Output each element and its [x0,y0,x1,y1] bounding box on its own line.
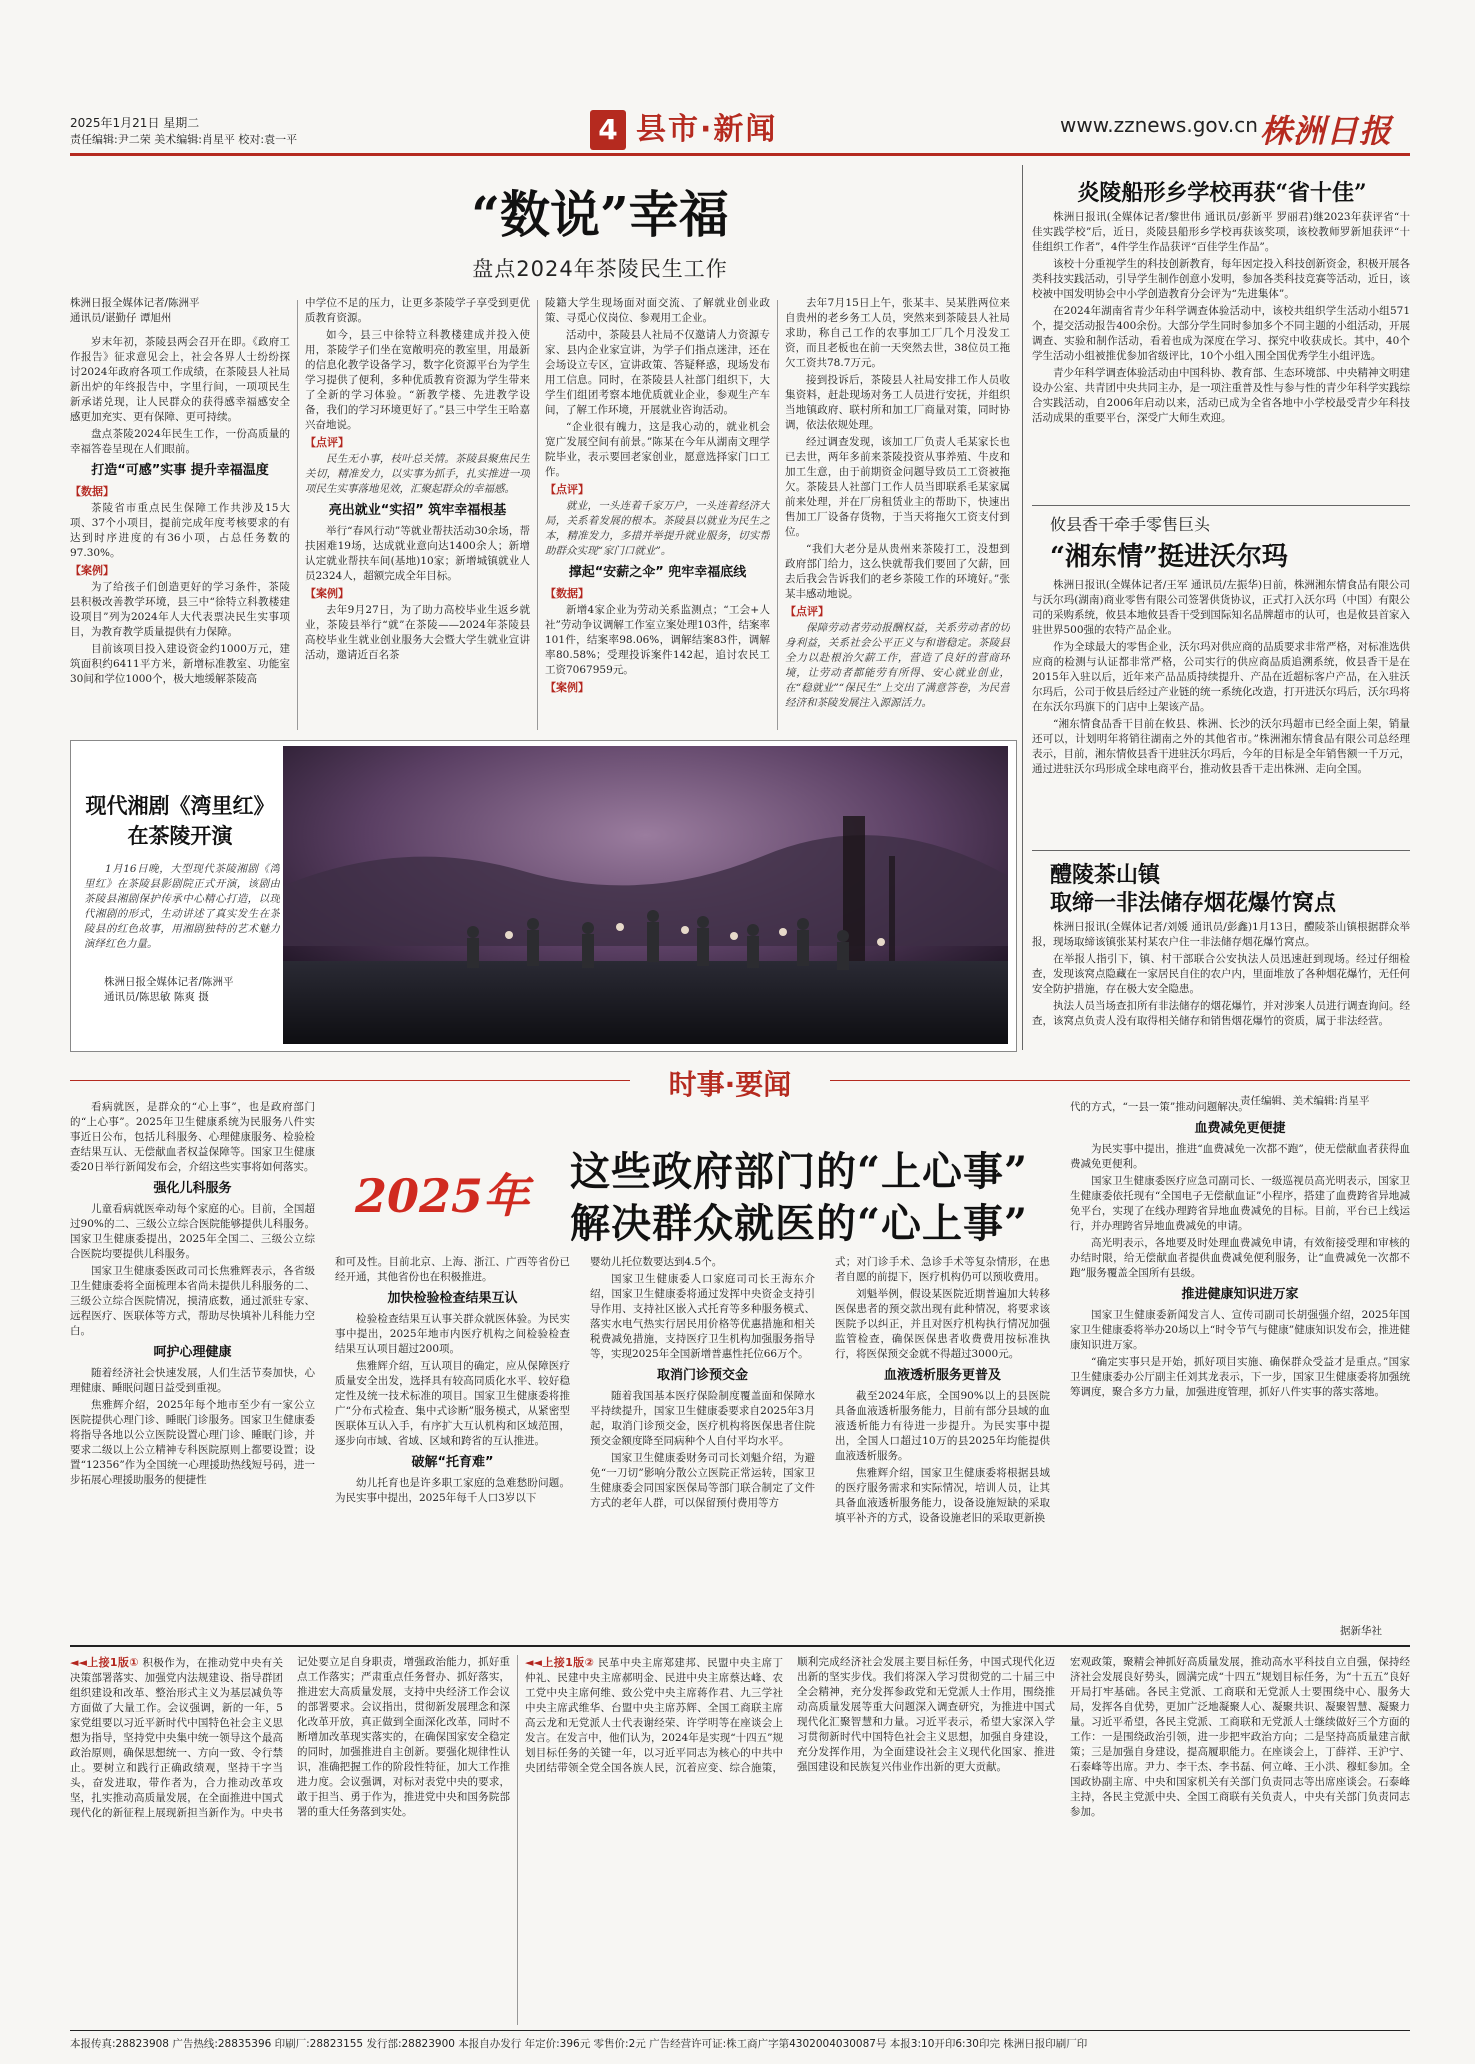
lead-comment: 就业，一头连着千家万户，一头连着经济大局，关系着发展的根本。茶陵县以就业为民生之本，精准发力，多措并举提升就业服务，切实帮助群众实现“家门口就业”。 [545,500,770,557]
lead-comment: 民生无小事，枝叶总关情。茶陵县聚焦民生关切，精准发力，以实事为抓手，扎实推进一项项民生实事落地见效，汇聚起群众的幸福感。 [305,453,530,495]
right-para: 株洲日报讯(全媒体记者/王军 通讯员/左振华)日前，株洲湘东情食品有限公司与沃尔玛(湖南)商业零售有限公司签署供货协议，正式打入沃尔玛（中国）有限公司的采购系统，攸县本地攸县香干受到国际知名品牌超市的认可，也是攸县首家入驻世界500强的农特产品企业。 [1032,579,1410,636]
lead-para: 陵籍大学生现场面对面交流、了解就业创业政策、寻觅心仪岗位、参观用工企业。 [545,297,770,324]
lead-para: “我们大老分是从贵州来茶陵打工，没想到政府部门给力，这么快就帮我们要回了欠薪，回去后我会告诉我们的老乡茶陵工作的环境好。”张某丰感动地说。 [785,543,1010,600]
health-para: 为民实事中提出，推进“血费减免一次都不跑”，使无偿献血者获得血费减免更便利。 [1070,1143,1410,1170]
lead-para: 中学位不足的压力，让更多茶陵学子享受到更优质教育资源。 [305,297,530,324]
column-rule [537,300,538,730]
bottom-section-rule [70,1645,1410,1647]
page-editors: 责任编辑:尹二荣 美术编辑:肖星平 校对:袁一平 [70,133,298,146]
continuation-right [1070,1655,1410,2025]
health-para: 国家卫生健康委医政司司长焦雅辉表示，各省级卫生健康委将全面梳理本省尚未提供儿科服务的二、三级公立综合医院情况，摸清底数，通过派驻专家、远程医疗、医联体等方式，帮助尽快填补儿科能力空白。 [70,1265,315,1337]
health-column-5 [1070,1100,1410,1620]
health-para: 儿童看病就医牵动每个家庭的心。目前，全国超过90%的二、三级公立综合医院能够提供儿科服务。国家卫生健康委提出，2025年全国二、三级公立综合医院均要提供儿科服务。 [70,1203,315,1260]
column-rule [517,1655,518,2025]
right-para: “湘东情食品香干目前在攸县、株洲、长沙的沃尔玛超市已经全面上架，销量还可以，计划明年将销往湖南之外的其他省市。”株洲湘东情食品有限公司总经理表示，目前，湘东情攸县香干进驻沃尔玛后，今年的目标是全年销售额一千万元，通过进驻沃尔玛形成全球电商平台，推动攸县香干走出株洲、走向全国。 [1032,718,1410,775]
photo-caption: 1月16日晚，大型现代茶陵湘剧《湾里红》在茶陵县影剧院正式开演，该剧由茶陵县湘剧保护传承中心精心打造，以现代湘剧的形式，生动讲述了真实发生在茶陵县的红色故事，用湘剧独特的艺术魅力演绎红色力量。 [84,863,280,950]
lead-para: 岁末年初，茶陵县两会召开在即。《政府工作报告》征求意见会上，社会各界人士纷纷探讨2024年政府各项工作成绩，在茶陵县人社局新出炉的年终报告中，字里行间，一项项民生新承诺兑现，让人民群众的获得感幸福感安全感更加充实、更有保障、更可持续。 [70,336,290,423]
news-banner-rule-right [830,1080,1410,1081]
health-para: 焦雅辉介绍，国家卫生健康委将根据县域的医疗服务需求和实际情况，培训人员，让其具备血液透析服务能力，设备设施短缺的采取填平补齐的方式，设备设施老旧的采取更新换 [835,1467,1050,1524]
lead-subhead-1: 打造“可感”实事 提升幸福温度 [91,463,269,478]
right-article-3-title-1: 醴陵茶山镇 [1050,862,1161,888]
health-para: 国家卫生健康委新闻发言人、宣传司副司长胡强强介绍，2025年国家卫生健康委将举办20场以上“时令节气与健康”健康知识发布会，推进健康知识进万家。 [1070,1309,1410,1351]
right-para: 在2024年湖南省青少年科学调查体验活动中，该校共组织学生活动小组571个，提交活动报告400余份。大部分学生同时参加多个不同主题的小组活动，开展调查、实验和制作活动，看着也成为深度在学习、探究中收获成长。其中，40个学生活动小组被推优参加省级评比，10个小组入围全国优秀学生小组评选。 [1032,305,1410,362]
lead-para: 盘点茶陵2024年民生工作，一份高质量的幸福答卷呈现在人们眼前。 [70,428,290,455]
right-para: 在举报人指引下，镇、村干部联合公安执法人员迅速赶到现场。经过仔细检查，发现该窝点隐藏在一家居民自住的农户内，里面堆放了各种烟花爆竹，无任何安全防护措施，存在极大安全隐患。 [1032,953,1410,995]
lead-para: “企业很有魄力，这是我心动的，就业机会宽广发展空间有前景。”陈某在今年从湖南文理学院毕业，表示要回老家创业，愿意选择家门口工作。 [545,421,770,478]
right-article-1-title: 炎陵船形乡学校再获“省十佳” [1077,180,1367,206]
masthead-rule [70,153,1410,156]
health-para: 随着我国基本医疗保险制度覆盖面和保障水平持续提升，国家卫生健康委要求自2025年3月起，取消门诊预交金，医疗机构将医保患者住院预交金额度降至同病种个人自付平均水平。 [590,1390,815,1447]
health-para: 式；对门诊手术、急诊手术等复杂情形，在患者自愿的前提下，医疗机构仍可以预收费用。 [835,1256,1050,1283]
right-para: 该校十分重视学生的科技创新教育，每年因定投入科技创新资金，积极开展各类科技实践活动，引导学生制作创意小发明，参加各类科技竞赛等活动，近日，该校被中国发明协会中小学创造教育分会评为“先进集体”。 [1032,258,1410,300]
health-headline-2: 解决群众就医的“心上事” [570,1200,1029,1247]
comment-tag: 【点评】 [305,436,349,449]
right-column-rule [1022,165,1023,1050]
comment-tag: 【点评】 [785,605,829,618]
section-name: 县市·新闻 [636,112,778,147]
lead-para: 经过调查发现，该加工厂负责人毛某家长也已去世，两年多前来茶陵投资从事养殖、牛皮和加工生意，由于前期资金问题导致员工工资被拖欠。茶陵县人社部门工作人员当即联系毛某家属前来处理，并在厂房租赁业主的帮助下，快速出售加工厂设备存货物，于当天将拖欠工资支付到位。 [785,436,1010,538]
right-article-1-body [1032,210,1410,500]
continuation-left [70,1655,510,2025]
continuation-middle [525,1655,1055,2025]
data-tag: 【数据】 [545,587,589,600]
lead-para: 如今，县三中徐特立科教楼建成并投入使用，茶陵学子们坐在宽敞明亮的教室里，用最新的信息化教学设备学习，数字化资源平台为学生学习提供了便利，多种优质教育资源为学生带来了全新的学习体验。“新教学楼、先进教学设备，我们的学习环境更好了。”县三中学生王哈嘉兴奋地说。 [305,329,530,431]
health-para: 婴幼儿托位数要达到4.5个。 [590,1256,723,1268]
section-divider [1032,850,1410,851]
lead-comment: 保障劳动者劳动报酬权益，关系劳动者的切身利益，关系社会公平正义与和谐稳定。茶陵县全力以赴根治欠薪工作，营造了良好的营商环境，让劳动者都能劳有所得、安心就业创业，在“稳就业”“保民生”上交出了满意答卷，为民营经济和茶陵发展注入源源活力。 [785,622,1010,709]
health-para: 焦雅辉介绍，2025年每个地市至少有一家公立医院提供心理门诊、睡眠门诊服务。国家卫生健康委将指导各地以公立医院设置心理门诊、睡眠门诊，并要求二级以上公立精神专科医院原则上都要设置；设置“12356”作为全国统一心理援助热线短号码，进一步拓展心理援助服务的便捷性 [70,1399,315,1486]
continuation-text: 宏观政策，聚精会神抓好高质量发展，推动高水平科技自立自强，保持经济社会发展良好势头，圆满完成“十四五”规划目标任务，为“十五五”良好开局打牢基础。各民主党派、工商联和无党派人士要围绕中心、服务大局，发挥各自优势，更加广泛地凝聚人心、凝聚共识、凝聚智慧、凝聚力量。习近平希望，各民主党派、工商联和无党派人士继续做好三个方面的工作：一是围绕政治引领，进一步把牢政治方向；二是坚持高质量建言献策；三是加强自身建设，提高履职能力。在座谈会上，丁薛祥、王沪宁、石泰峰等出席。尹力、李干杰、李书磊、何立峰、王小洪、穆虹参加。全国政协副主席、中央和国家机关有关部门负责同志等出席座谈会。石泰峰主持，各民主党派中央、全国工商联有关负责人，中央有关部门负责同志参加。 [1070,1656,1410,1818]
health-year-mark: 2025年 [355,1169,530,1223]
health-column-2 [335,1255,570,1635]
lead-para: 接到投诉后，茶陵县人社局安排工作人员收集资料，赶赴现场对务工人员进行安抚，并组织当地镇政府、联村所和加工厂商量对策，同时协调，依法依规处理。 [785,374,1010,431]
lead-column-2 [305,296,530,736]
data-tag: 【数据】 [70,485,114,498]
lead-para: 目前该项目投入建设资金约1000万元，建筑面积约6411平方米，新增标准教室、功能室30间和学位1000个，极大地缓解茶陵高 [70,643,290,685]
stage-photo-svg [283,746,1008,1044]
lead-subheadline: 盘点2024年茶陵民生工作 [472,257,728,281]
health-subhead-1: 强化儿科服务 [153,1181,232,1196]
health-para: 高光明表示，各地要及时处理血费减免申请，有效衔接受理和审核的办结时限，给无偿献血者提供血费减免便利服务，让“血费减免一次都不跑”服务覆盖全国所有县级。 [1070,1237,1410,1279]
photo-credit: 株洲日报全媒体记者/陈洲平 通讯员/陈思敏 陈爽 摄 [104,976,234,1003]
right-article-2-title: “湘东情”挺进沃尔玛 [1050,542,1288,572]
news-banner-rule-left [70,1080,630,1081]
health-para: 随着经济社会快速发展，人们生活节奏加快，心理健康、睡眠问题日益受到重视。 [70,1367,315,1394]
lead-para: 去年9月27日，为了助力高校毕业生返乡就业，茶陵县举行“就”在茶陵——2024年茶陵县高校毕业生就业创业服务大会暨大学生就业宣讲活动，邀请近百名茶 [305,604,530,661]
comment-tag: 【点评】 [545,483,589,496]
page-number: 4 [598,113,618,146]
case-tag: 【案例】 [545,681,589,694]
health-para: 看病就医，是群众的“心上事”，也是政府部门的“上心事”。2025年卫生健康系统为民服务八件实事近日公布，包括儿科服务、心理健康服务、检验检查结果互认、无偿献血者权益保障等。国家卫生健康委20日举行新闻发布会，介绍这些实事将如何落实。 [70,1101,315,1173]
health-para: 截至2024年底，全国90%以上的县医院具备血液透析服务能力，目前有部分县域的血液透析能力有待进一步提升。为民实事中提出，全国人口超过10万的县2025年均能提供血液透析服务。 [835,1390,1050,1462]
issue-date: 2025年1月21日 星期二 [70,116,200,130]
case-tag: 【案例】 [70,564,114,577]
health-para: 国家卫生健康委人口家庭司司长王海东介绍，国家卫生健康委将通过发挥中央资金支持引导作用、支持社区嵌入式托育等多种服务模式、落实水电气热实行居民用价格等优惠措施和相关税费减免措施，支持医疗卫生机构加强服务指导等，实现2025年全国新增普惠性托位66万个。 [590,1273,815,1360]
right-article-2-body [1032,578,1410,843]
health-subhead-7: 血费减免更便捷 [1194,1121,1286,1136]
continuation-marker: ◄◄上接1版② [525,1656,595,1669]
footer-rule [70,2030,1410,2031]
right-para: 执法人员当场查扣所有非法储存的烟花爆竹，并对涉案人员进行调查询问。经查，该窝点负责人没有取得相关储存和销售烟花爆竹的资质，属于非法经营。 [1032,1000,1410,1027]
health-para: 焦雅辉介绍，互认项目的确定，应从保障医疗质量安全出发，选择具有较高同质化水平、较好稳定性及统一技术标准的项目。国家卫生健康委将推广“分布式检查、集中式诊断”服务模式，从紧密型医联体互认入手，有序扩大互认机构和区域范围，逐步向市域、省域、区域和跨省的互认推进。 [335,1360,570,1447]
health-para: “确定实事只是开始，抓好项目实施、确保群众受益才是重点。”国家卫生健康委办公厅副主任刘其龙表示，下一步，国家卫生健康委将加强统筹调度，聚合多方力量，加强进度管理，抓好八件实事的落实落地。 [1070,1356,1410,1398]
health-para: 刘魁举例，假设某医院近期普遍加大转移医保患者的预交款出现有此种情况，将要求该医院予以纠正，并且对医疗机构执行情况加强监管检查，确保医保患者收费费用按标准执行，将医保预交金就不得超过3000元。 [835,1288,1050,1360]
right-article-2-kicker: 攸县香干牵手零售巨头 [1050,515,1211,534]
health-column-3 [590,1255,815,1635]
lead-para: 活动中，茶陵县人社局不仅邀请人力资源专家、县内企业家宣讲，为学子们指点迷津，还在会场设立专区，宣讲政策、答疑释惑，现场发布用工信息。同时，在茶陵县人社部门组织下，大学生们组团考察本地优质就业企业，参观生产车间，了解工作环境，开展就业咨询活动。 [545,329,770,416]
lead-para: 去年7月15日上午，张某丰、吴某胜两位来自贵州的老乡务工人员，突然来到茶陵县人社局求助，称自己工作的农事加工厂几个月没发工资，而且老板也在前一天突然去世，38位员工拖欠工资共78.7万元。 [785,297,1010,369]
health-para: 幼儿托育也是许多职工家庭的急难愁盼问题。为民实事中提出，2025年每千人口3岁以下 [335,1477,570,1504]
photo-title-line-2: 在茶陵开演 [127,823,233,848]
health-column-1 [70,1100,315,1635]
right-article-3-title-2: 取缔一非法储存烟花爆竹窝点 [1050,890,1337,916]
right-para: 株洲日报讯(全媒体记者/刘媛 通讯员/彭鑫)1月13日，醴陵茶山镇根据群众举报，现场取缔该镇张某村某农户住一非法储存烟花爆竹窝点。 [1032,921,1410,948]
stage-photo [283,746,1008,1044]
footer-info: 本报传真:28823908 广告热线:28835396 印刷厂:28823155 发行部:28823900 本报自办发行 年定价:396元 零售价:2元 广告经营许可证:株工商广字第4302004030087号 本报3:10开印6:30印完 株洲日报印刷厂印 [70,2038,1088,2050]
right-article-3-body [1032,920,1410,1050]
health-para: 检验检查结果互认事关群众就医体验。为民实事中提出，2025年地市内医疗机构之间检验检查结果互认项目超过200项。 [335,1313,570,1355]
health-subhead-6: 血液透析服务更普及 [883,1368,1001,1383]
right-para: 株洲日报讯(全媒体记者/黎世伟 通讯员/彭新平 罗丽君)继2023年获评省“十佳实践学校”后，近日，炎陵县船形乡学校再获该奖项，该校教师罗新旭获评“十佳组织工作者”，4件学生作品获评“百佳学生作品”。 [1032,211,1410,253]
health-subhead-8: 推进健康知识进万家 [1181,1287,1299,1302]
case-tag: 【案例】 [305,587,349,600]
lead-column-1 [70,335,290,735]
health-para: 代的方式，“一县一策”推动问题解决。 [1070,1101,1249,1113]
continuation-text: 民革中央主席郑建邦、民盟中央主席丁仲礼、民建中央主席郝明金、民进中央主席蔡达峰、农工党中央主席何维、致公党中央主席蒋作君、九三学社中央主席武维华、台盟中央主席苏辉、全国工商联主席高云龙和无党派人士代表谢经荣、许学明等在座谈会上发言。在发言中，他们认为，2024年是实现“十四五”规划目标任务的关键一年，以习近平同志为核心的中共中央团结带领全党全国各族人民，沉着应变、综合施策，顺利完成经济社会发展主要目标任务，中国式现代化迈出新的坚实步伐。我们将深入学习贯彻党的二十届三中全会精神，充分发挥参政党和无党派人士作用，围绕推动高质量发展等重大问题深入调查研究，为推进中国式现代化汇聚智慧和力量。习近平表示，希望大家深入学习贯彻新时代中国特色社会主义思想，加强自身建设，充分发挥作用，为全面建设社会主义现代化国家、推进强国建设和民族复兴伟业作出新的更大贡献。 [525,1656,1055,1774]
column-rule [777,300,778,730]
lead-para: 茶陵省市重点民生保障工作共涉及15大项、37个小项目，提前完成年度考核要求的有达到时序进度的有36小项，占总任务数的97.30%。 [70,502,290,559]
lead-subhead-2: 亮出就业“实招” 筑牢幸福根基 [328,503,507,518]
health-subhead-2: 呵护心理健康 [153,1345,232,1360]
health-subhead-3: 加快检验检查结果互认 [387,1291,518,1306]
photo-title-line-1: 现代湘剧《湾里红》 [85,793,275,818]
health-para: 国家卫生健康委财务司司长刘魁介绍，为避免“一刀切”影响分散公立医院正常运转，国家卫生健康委会同国家医保局等部门联合制定了文件方式的老年人群，可以保留预付费用等方 [590,1452,815,1509]
health-para: 国家卫生健康委医疗应急司副司长、一级巡视员高光明表示，国家卫生健康委依托现有“全国电子无偿献血证”小程序，搭建了血费跨省异地减免平台，实现了在线办理跨省异地血费减免的目标。目前，平台已上线运行，并办理跨省异地血费减免的申请。 [1070,1175,1410,1232]
lead-para: 新增4家企业为劳动关系监测点；“工会+人社”劳动争议调解工作室立案处理103件，结案率101件，结案率98.06%，调解结案83件，调解率80.58%；受理投诉案件142起，追讨农民工工资7067959元。 [545,604,770,676]
news-banner-title: 时事·要闻 [668,1068,792,1101]
health-para: 和可及性。目前北京、上海、浙江、广西等省份已经开通，其他省份也在积极推进。 [335,1256,570,1283]
lead-subhead-3: 撑起“安薪之伞” 兜牢幸福底线 [568,565,747,580]
right-para: 作为全球最大的零售企业，沃尔玛对供应商的品质要求非常严格，对标准选供应商的检测与认证都非常严格，公司实行的供应商品质追溯系统，攸县香干是在2015年入驻以后，近年来产品品质持续提升、产品在近超标客户产品，在入驻沃尔玛后，公司于攸县后经过产业链的统一系统化改造，打开进沃尔玛后，沃尔玛将在东沃尔玛旗下的门店中上架该产品。 [1032,641,1410,713]
paper-logo: 株洲日报 [1260,112,1393,150]
health-column-4 [835,1255,1050,1635]
website-url[interactable]: www.zznews.gov.cn [1060,113,1258,137]
health-subhead-5: 取消门诊预交金 [656,1368,748,1383]
health-headline-1: 这些政府部门的“上心事” [570,1148,1029,1195]
lead-headline: “数说”幸福 [471,185,729,244]
continuation-marker: ◄◄上接1版① [70,1656,139,1669]
lead-para: 为了给孩子们创造更好的学习条件，茶陵县积极改善教学环境，县三中“徐特立科教楼建设项目”列为2024年人大代表票决民生实事项目，为教育教学质量提供有力保障。 [70,581,290,638]
lead-column-3 [545,296,770,736]
news-banner-editors: 责任编辑、美术编辑:肖星平 [1240,1095,1370,1107]
right-para: 青少年科学调查体验活动由中国科协、教育部、生态环境部、中央精神文明建设办公室、共青团中央共同主办，是一项注重普及性与参与性的青少年科学实践综合实践活动，自2006年启动以来，活动已成为全省各地中小学校最受青少年科技活动成果的重要平台，深受广大师生欢迎。 [1032,367,1410,424]
column-rule [297,300,298,730]
lead-column-4 [785,296,1010,736]
section-divider [1032,505,1410,506]
continuation-text: 积极作为，在推动党中央有关决策部署落实、加强党内法规建设、指导群团组织建设和改革、整治形式主义为基层减负等方面做了大量工作。会议强调，新的一年，5家党组要以习近平新时代中国特色社会主义思想为指导，坚持党中央集中统一领导这个最高政治原则，确保思想统一、方向一致、令行禁止。要树立和践行正确政绩观，坚持干字当头，奋发进取，带作者为，合力推动改革攻坚，扎实推动高质量发展，在全面推进中国式现代化的新征程上展现新担当新作为。中央书记处要立足自身职责，增强政治能力，抓好重点工作落实；严肃重点任务督办、抓好落实，推进宏大高质量发展，支持中央经济工作会议的部署要求。会议指出，贯彻新发展理念和深化改革开放，真正做到全面深化改革，同时不断增加改革现实落实的，在确保国家安全稳定的同时，加强推进自主创新。要强化规律性认识，准确把握工作的阶段性特征，加大工作推进力度。会议强调，对标对表党中央的要求，敢于担当、勇于作为，推进党中央和国务院部署的重大任务落到实处。 [70,1656,510,1819]
lead-byline: 株洲日报全媒体记者/陈洲平 通讯员/谌勤仔 谭旭州 [70,297,200,324]
news-source: 据新华社 [1340,1625,1382,1637]
health-subhead-4: 破解“托育难” [411,1455,494,1470]
lead-para: 举行“春风行动”等就业帮扶活动30余场，帮扶困难19场，达成就业意向达1400余人；新增认定就业帮扶车间(基地)10家；新增城镇就业人员2324人，超额完成全年目标。 [305,525,530,582]
